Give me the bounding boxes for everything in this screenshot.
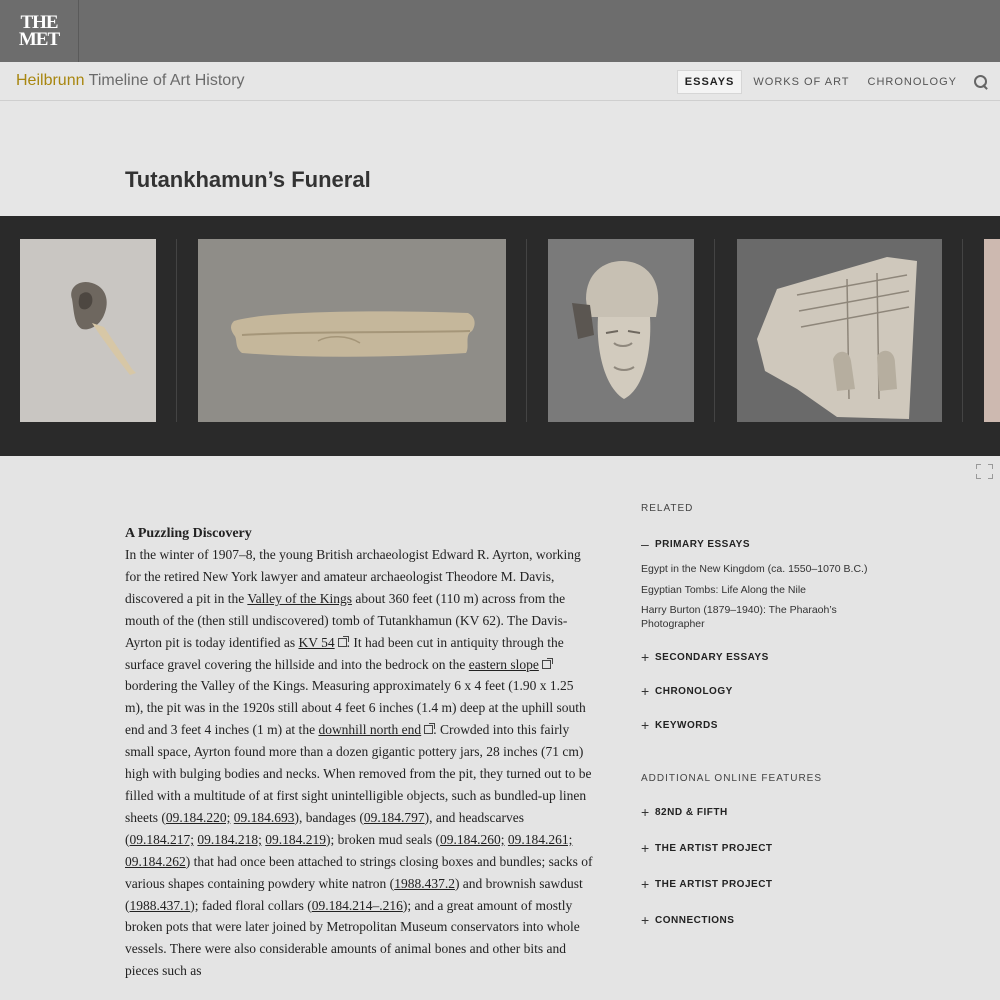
expand-plus-icon: + [641, 876, 650, 892]
text-run: ); and a great amount of mostly broken pots that were later joined by Metropolitan Museum conservators into whole vessels. There were also considerable amounts of animal bones and other bits and pieces such as [125, 897, 580, 979]
link-09-184-220[interactable]: 09.184.220; [165, 809, 231, 825]
link-09-184-218[interactable]: 09.184.218; [197, 831, 262, 847]
article-body [125, 524, 595, 982]
nav-essays[interactable]: ESSAYS [677, 70, 743, 94]
text-run: ), and headscarves ( [125, 809, 524, 847]
article-heading: A Puzzling Discovery [125, 526, 252, 541]
primary-essays-toggle[interactable] [641, 536, 881, 552]
text-run: about 360 feet (110 m) across from the mouth of the (then still undiscovered) tomb of Tutankhamun (KV 62). The Davis-Ayrton pit is today identified as [125, 590, 568, 650]
additional-features-heading: ADDITIONAL ONLINE FEATURES [641, 773, 823, 784]
related-sidebar [641, 503, 881, 928]
section-label: CONNECTIONS [655, 914, 735, 926]
section-label: KEYWORDS [655, 719, 718, 731]
feature-artist-project-toggle[interactable] [641, 876, 881, 892]
nav-chronology[interactable]: CHRONOLOGY [867, 75, 957, 88]
feature-82nd-fifth-toggle[interactable] [641, 804, 881, 820]
related-link[interactable]: Egyptian Tombs: Life Along the Nile [641, 584, 806, 596]
section-label: THE ARTIST PROJECT [655, 878, 773, 890]
link-kv54[interactable]: KV 54 [298, 634, 335, 650]
link-09-184-214[interactable]: 09.184.214–.216 [311, 897, 403, 913]
link-1988-437-1[interactable]: 1988.437.1 [129, 897, 191, 913]
keywords-toggle[interactable] [641, 717, 881, 733]
text-run: . Crowded into this fairly small space, Ayrton found more than a dozen gigantic pottery jars, 28 inches (71 cm) high with bulging bodies and necks. When removed from the pit, they turned out to be filled with a multitude of at first sight unintelligible objects, such as bundled-up linen sheets ( [125, 722, 592, 825]
carousel-divider [962, 239, 963, 422]
collapse-icon: – [641, 536, 650, 552]
partial-next-image[interactable] [984, 239, 1000, 422]
secondary-essays-toggle[interactable] [641, 649, 881, 665]
link-1988-437-2[interactable]: 1988.437.2 [394, 875, 455, 891]
link-09-184-262[interactable]: 09.184.262 [125, 853, 186, 869]
section-label: CHRONOLOGY [655, 685, 733, 697]
site-title-text: Timeline of Art History [88, 72, 245, 89]
carousel-divider [176, 239, 177, 422]
link-09-184-217[interactable]: 09.184.217; [129, 831, 195, 847]
external-link-icon [424, 725, 433, 734]
section-label: 82ND & FIFTH [655, 806, 728, 818]
page-title: Tutankhamun’s Funeral [125, 167, 371, 192]
expand-plus-icon: + [641, 840, 650, 856]
chronology-toggle[interactable] [641, 683, 881, 699]
expand-plus-icon: + [641, 912, 650, 928]
text-run: ) that had once been attached to strings closing boxes and bundles; sacks of various shapes containing powdery white natron ( [125, 853, 593, 891]
search-icon[interactable] [974, 75, 988, 89]
text-run: In the winter of 1907–8, the young British archaeologist Edward R. Ayrton, working for the retired New York lawyer and amateur archaeologist Theodore M. Davis, discovered a pit in the [125, 547, 581, 606]
logo-line-2: MET [18, 29, 60, 50]
carousel-divider [526, 239, 527, 422]
link-09-184-693[interactable]: 09.184.693 [233, 809, 295, 825]
related-link[interactable]: Egypt in the New Kingdom (ca. 1550–1070 B.C.) [641, 563, 868, 575]
title-area [0, 101, 1000, 216]
link-valley-of-the-kings[interactable]: Valley of the Kings [247, 590, 352, 606]
link-09-184-797[interactable]: 09.184.797 [363, 809, 425, 825]
expand-icon[interactable] [976, 464, 993, 479]
expand-plus-icon: + [641, 804, 650, 820]
expand-plus-icon: + [641, 649, 650, 665]
amulet-figure-image[interactable] [20, 239, 156, 422]
external-link-icon [542, 660, 551, 669]
expand-plus-icon: + [641, 717, 650, 733]
top-bar [0, 0, 1000, 62]
site-brand: Heilbrunn [16, 72, 85, 89]
carousel-divider [714, 239, 715, 422]
section-label: PRIMARY ESSAYS [655, 538, 750, 550]
section-label: THE ARTIST PROJECT [655, 842, 773, 854]
link-downhill-north-end[interactable]: downhill north end [318, 722, 422, 738]
text-run: bordering the Valley of the Kings. Measuring approximately 6 x 4 feet (1.90 x 1.25 m), the pit was in the 1920s still about 4 feet 6 inches (1.4 m) deep at the uphill south end and 3 feet 4 inches (1 m) at the [125, 678, 586, 738]
logo-line-1: THE [20, 12, 58, 33]
linen-bundle-image[interactable] [198, 239, 506, 422]
royal-head-statue-image[interactable] [548, 239, 694, 422]
section-label: SECONDARY ESSAYS [655, 651, 769, 663]
link-eastern-slope[interactable]: eastern slope [468, 656, 539, 672]
nav-bar [0, 62, 1000, 101]
feature-artist-project-toggle[interactable] [641, 840, 881, 856]
link-09-184-219[interactable]: 09.184.219 [265, 831, 327, 847]
external-link-icon [338, 638, 347, 647]
article-paragraph [125, 544, 595, 982]
nav-links [677, 62, 1000, 101]
related-link[interactable]: Harry Burton (1879–1940): The Pharaoh’s Photographer [641, 604, 837, 630]
met-logo[interactable] [0, 0, 79, 62]
text-run: ); broken mud seals ( [326, 831, 441, 847]
text-run: ), bandages ( [294, 809, 364, 825]
text-run: . It had been cut in antiquity through the surface gravel covering the hillside and into the bedrock on the [125, 634, 564, 672]
text-run: ) and brownish sawdust ( [125, 875, 583, 913]
image-carousel [0, 216, 1000, 456]
link-09-184-260[interactable]: 09.184.260; [440, 831, 505, 847]
nav-works-of-art[interactable]: WORKS OF ART [753, 75, 850, 88]
expand-plus-icon: + [641, 683, 650, 699]
link-09-184-261[interactable]: 09.184.261; [507, 831, 573, 847]
relief-fragment-image[interactable] [737, 239, 942, 422]
feature-connections-toggle[interactable] [641, 912, 881, 928]
site-title[interactable] [16, 72, 245, 90]
text-run: ); faded floral collars ( [190, 897, 312, 913]
related-heading: RELATED [641, 503, 694, 514]
